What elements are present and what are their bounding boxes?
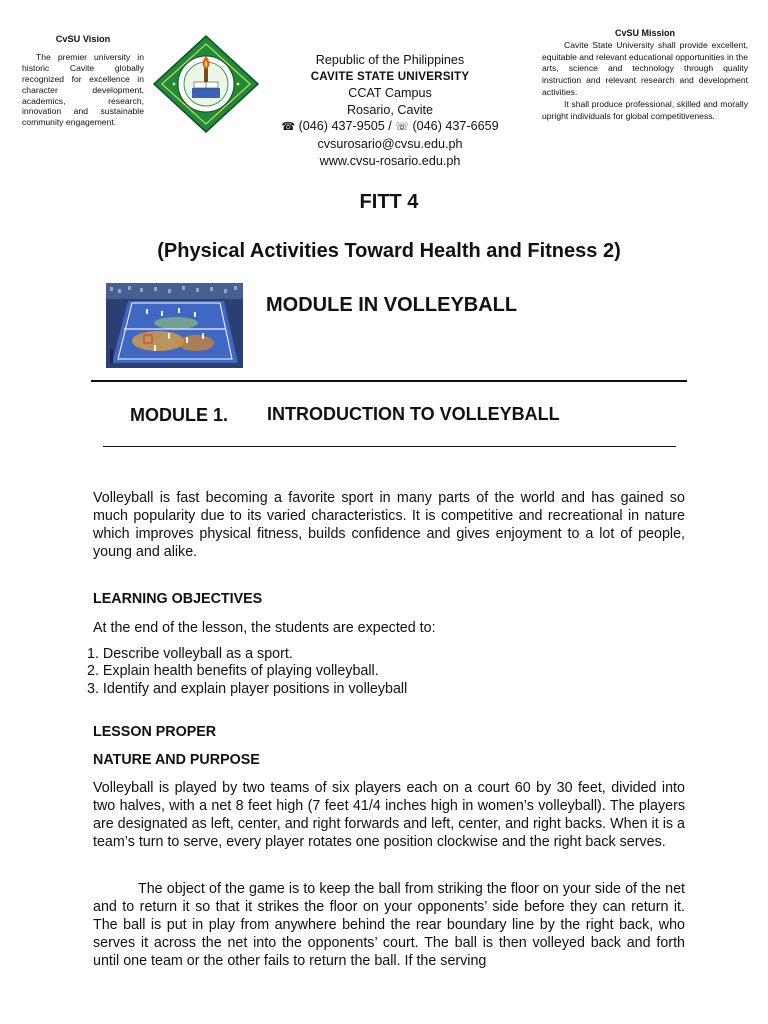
mission-paragraph-1: Cavite State University shall provide excellent, equitable and relevant educational opportunities in the arts, science and technology through quality instruction and relevant research and development activities. bbox=[542, 39, 748, 97]
location-line: Rosario, Cavite bbox=[346, 102, 434, 117]
website-line: www.cvsu-rosario.edu.ph bbox=[319, 153, 461, 168]
mission-paragraph-2: It shall produce professional, skilled and morally upright individuals for global competitiveness. bbox=[542, 98, 748, 121]
list-item: 2. Explain health benefits of playing volleyball. bbox=[87, 663, 379, 680]
volleyball-court-image bbox=[106, 283, 243, 368]
objectives-lead: At the end of the lesson, the students are expected to: bbox=[93, 620, 436, 636]
university-header bbox=[262, 52, 518, 169]
course-name: (Physical Activities Toward Health and Fitness 2) bbox=[157, 240, 621, 262]
contact-line bbox=[262, 118, 518, 136]
phone-number: (046) 437-9505 bbox=[298, 119, 385, 134]
university-name: CAVITE STATE UNIVERSITY bbox=[310, 69, 470, 83]
lesson-heading: LESSON PROPER bbox=[93, 724, 217, 740]
fax-number: (046) 437-6659 bbox=[412, 119, 499, 134]
course-code: FITT 4 bbox=[359, 191, 419, 213]
vision-text: The premier university in historic Cavite globally recognized for excellence in character development, academics, research, innovation and sustainable community engagement. bbox=[22, 51, 144, 128]
nature-paragraph-2: The object of the game is to keep the ball from striking the floor on your side of the net and to return it so that it strikes the floor on your opponents’ side before they can return it. The ball is put in play from anywhere behind the rear boundary line by the right back, who serves it across the net into the opponents’ court. The ball is then volleyed back and forth until one team or the other fails to return the ball. If the serving bbox=[93, 881, 685, 969]
telephone-icon: ☎ bbox=[281, 121, 296, 134]
list-item: 3. Identify and explain player positions in volleyball bbox=[87, 680, 408, 697]
mission-block bbox=[542, 28, 748, 122]
nature-paragraph-1: Volleyball is played by two teams of six players each on a court 60 by 30 feet, divided into two halves, with a net 8 feet high (7 feet 41/4 inches high in women’s volleyball). The players are designated as left, center, and right forwards and left, center, and right backs. When it is a team’s turn to serve, every player rotates one position clockwise and the right back serves. bbox=[93, 780, 685, 850]
vision-block bbox=[22, 34, 144, 128]
objectives-heading: LEARNING OBJECTIVES bbox=[93, 591, 263, 607]
list-item: 1. Describe volleyball as a sport. bbox=[87, 646, 293, 662]
module-number: MODULE 1. bbox=[130, 405, 229, 425]
campus-line: CCAT Campus bbox=[348, 86, 432, 101]
intro-paragraph: Volleyball is fast becoming a favorite sport in many parts of the world and has gained so much popularity due to its varied characteristics. It is competitive and recreational in nature which improves physical fitness, builds confidence and gives enjoyment to a lot of people, young and alike. bbox=[93, 490, 685, 560]
divider-thick bbox=[91, 380, 687, 382]
email-line: cvsurosario@cvsu.edu.ph bbox=[317, 136, 463, 151]
objectives-list bbox=[87, 646, 407, 698]
republic-line: Republic of the Philippines bbox=[315, 53, 465, 67]
nature-heading: NATURE AND PURPOSE bbox=[93, 752, 260, 768]
divider-thin bbox=[103, 446, 676, 447]
contact-separator: / bbox=[388, 119, 396, 134]
vision-title: CvSU Vision bbox=[55, 34, 111, 44]
cvsu-seal-logo bbox=[152, 34, 260, 134]
module-name: INTRODUCTION TO VOLLEYBALL bbox=[267, 404, 560, 424]
module-heading: MODULE IN VOLLEYBALL bbox=[266, 294, 518, 316]
mission-title: CvSU Mission bbox=[614, 28, 675, 38]
fax-icon: ☏ bbox=[395, 121, 409, 134]
